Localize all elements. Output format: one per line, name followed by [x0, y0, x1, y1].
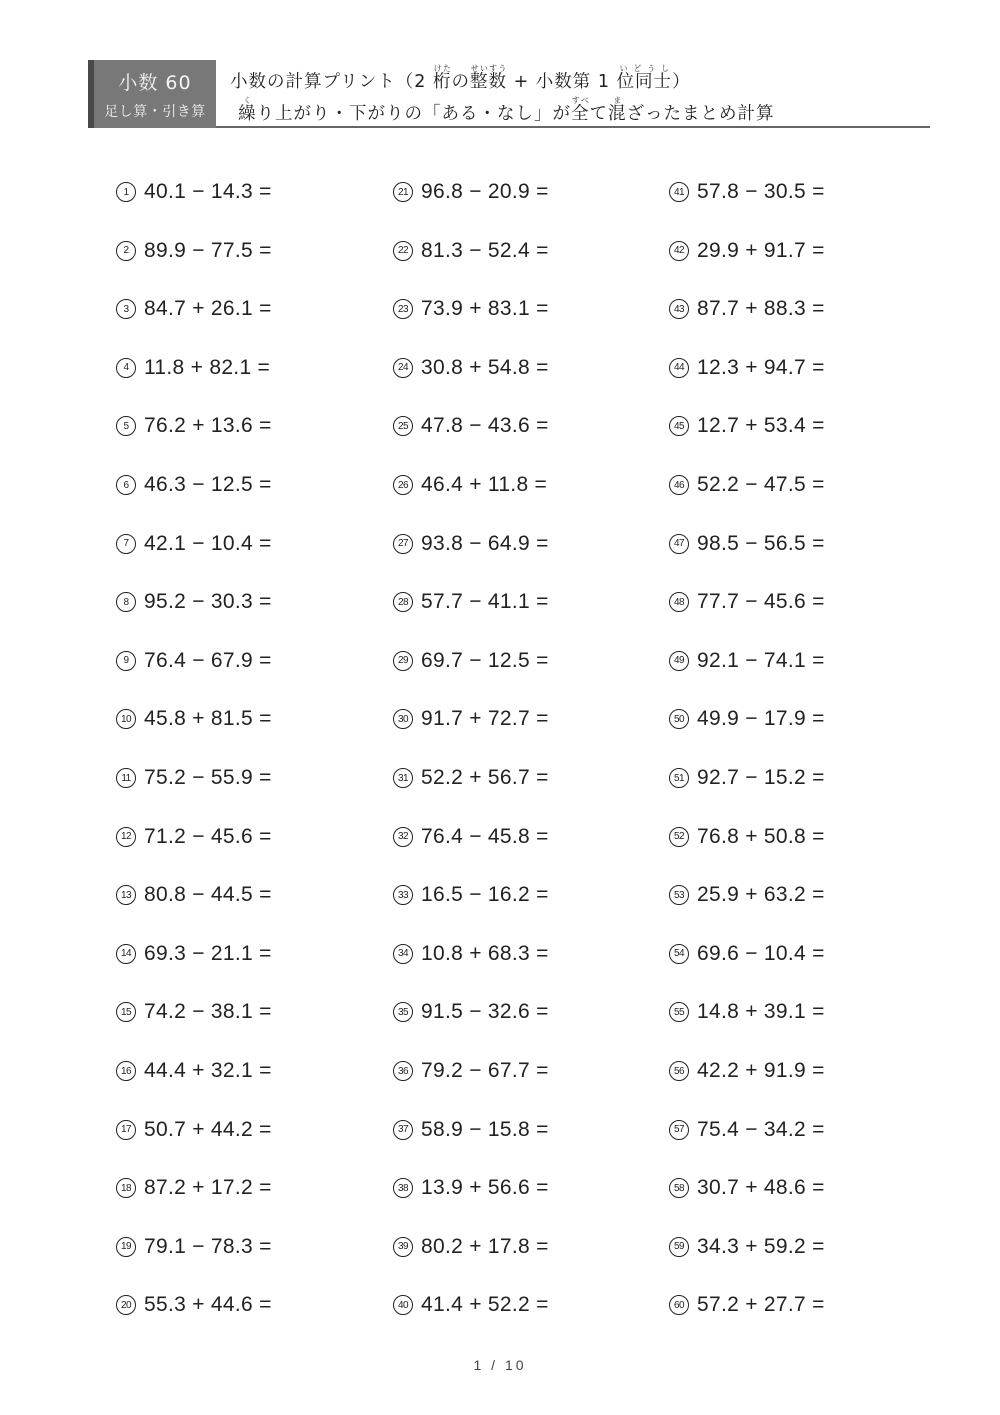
problem-item [669, 992, 825, 1032]
problem-number-badge: 9 [116, 651, 136, 671]
problem-item [116, 992, 272, 1032]
problem-expression: 47.8 − 43.6 = [421, 414, 549, 438]
problem-item [393, 406, 549, 446]
problem-item [393, 289, 549, 329]
problem-expression: 30.8 + 54.8 = [421, 355, 549, 379]
problem-item [116, 875, 272, 915]
problem-item [116, 1110, 272, 1150]
page-number: 1 / 10 [473, 1357, 527, 1373]
problem-expression: 69.3 − 21.1 = [144, 941, 272, 965]
problem-item [393, 348, 549, 388]
problem-number-badge: 6 [116, 475, 136, 495]
problem-item [393, 1227, 549, 1267]
problem-item [669, 524, 825, 564]
problem-expression: 11.8 + 82.1 = [144, 355, 271, 379]
problem-item [669, 934, 825, 974]
problem-number-badge: 2 [116, 241, 136, 261]
problem-item [116, 641, 272, 681]
problem-expression: 76.8 + 50.8 = [697, 824, 825, 848]
problem-expression: 71.2 − 45.6 = [144, 824, 272, 848]
problem-expression: 30.7 + 48.6 = [697, 1176, 825, 1200]
problem-number-badge: 34 [393, 944, 413, 964]
ruby-word: 全すべ [571, 96, 590, 124]
problem-expression: 76.4 − 45.8 = [421, 824, 549, 848]
problem-number-badge: 37 [393, 1120, 413, 1140]
title-text: の [451, 72, 470, 92]
problem-item [393, 934, 549, 974]
problem-expression: 42.2 + 91.9 = [697, 1059, 825, 1082]
problem-number-badge: 21 [393, 182, 413, 202]
problem-number-badge: 26 [393, 475, 413, 495]
badge-title: 小数 60 [118, 72, 192, 94]
problem-expression: 12.3 + 94.7 = [697, 355, 825, 379]
problem-expression: 55.3 + 44.6 = [144, 1293, 272, 1317]
problem-number-badge: 38 [393, 1178, 413, 1198]
title-text: ） [672, 72, 691, 92]
problem-number-badge: 48 [669, 592, 689, 612]
furigana: せいすう [470, 64, 507, 73]
problem-number-badge: 4 [116, 358, 136, 378]
problem-expression: 75.4 − 34.2 = [697, 1117, 825, 1141]
problem-expression: 13.9 + 56.6 = [421, 1176, 549, 1200]
title-text: + 小数第 1 [507, 72, 617, 92]
problem-item [116, 172, 272, 212]
problem-expression: 80.8 − 44.5 = [144, 883, 272, 907]
problem-expression: 42.1 − 10.4 = [144, 531, 272, 555]
problem-expression: 69.7 − 12.5 = [421, 648, 549, 672]
problem-number-badge: 3 [116, 299, 136, 319]
problem-item [116, 524, 272, 564]
problem-expression: 50.7 + 44.2 = [144, 1117, 272, 1141]
ruby-word: 位同士いどうし [616, 64, 673, 92]
problem-number-badge: 50 [669, 709, 689, 729]
problem-expression: 57.2 + 27.7 = [697, 1293, 825, 1317]
problem-item [116, 231, 272, 271]
problem-item [393, 524, 549, 564]
furigana: いどうし [616, 64, 673, 73]
problem-number-badge: 54 [669, 944, 689, 964]
problem-number-badge: 36 [393, 1061, 413, 1081]
problem-number-badge: 55 [669, 1002, 689, 1022]
problem-item [393, 172, 549, 212]
problem-item [393, 817, 549, 857]
problem-item [116, 1168, 272, 1208]
problem-expression: 14.8 + 39.1 = [697, 1000, 825, 1024]
problem-item [669, 406, 825, 446]
problem-item [393, 641, 549, 681]
problem-item [669, 465, 825, 505]
title-text: り上がり・下がりの「ある・なし」が [256, 104, 571, 124]
problem-item [669, 582, 825, 622]
furigana: く [238, 96, 257, 105]
problem-item [669, 1110, 825, 1150]
problem-item [669, 172, 825, 212]
problem-number-badge: 52 [669, 827, 689, 847]
problem-expression: 52.2 + 56.7 = [421, 766, 549, 789]
problem-item [393, 1168, 549, 1208]
problem-item [116, 465, 272, 505]
title-text: て [589, 104, 608, 124]
furigana: ま [608, 96, 627, 105]
problem-expression: 57.7 − 41.1 = [421, 590, 549, 614]
problem-item [669, 1168, 825, 1208]
problem-item [669, 231, 825, 271]
problem-item [116, 699, 272, 739]
problem-item [393, 758, 549, 798]
problem-expression: 69.6 − 10.4 = [697, 941, 825, 965]
problem-number-badge: 30 [393, 709, 413, 729]
furigana: けた [433, 64, 452, 73]
problem-expression: 46.4 + 11.8 = [421, 473, 548, 496]
problem-number-badge: 17 [116, 1120, 136, 1140]
problem-expression: 45.8 + 81.5 = [144, 707, 272, 731]
problem-number-badge: 31 [393, 768, 413, 788]
problem-number-badge: 47 [669, 534, 689, 554]
problem-expression: 57.8 − 30.5 = [697, 180, 825, 203]
problem-item [116, 289, 272, 329]
problem-number-badge: 19 [116, 1237, 136, 1257]
problem-expression: 87.7 + 88.3 = [697, 297, 825, 321]
ruby-word: 整数せいすう [470, 64, 507, 92]
problem-number-badge: 53 [669, 885, 689, 905]
problem-expression: 91.7 + 72.7 = [421, 707, 549, 731]
problem-number-badge: 32 [393, 827, 413, 847]
problem-expression: 73.9 + 83.1 = [421, 297, 549, 321]
problem-item [669, 817, 825, 857]
problem-expression: 76.4 − 67.9 = [144, 648, 272, 672]
problem-expression: 76.2 + 13.6 = [144, 414, 272, 438]
problem-expression: 10.8 + 68.3 = [421, 941, 549, 965]
problem-number-badge: 57 [669, 1120, 689, 1140]
problem-number-badge: 13 [116, 885, 136, 905]
problem-number-badge: 29 [393, 651, 413, 671]
problem-item [116, 406, 272, 446]
problem-expression: 34.3 + 59.2 = [697, 1234, 825, 1258]
problem-item [669, 699, 825, 739]
problem-number-badge: 20 [116, 1295, 136, 1315]
problem-number-badge: 45 [669, 416, 689, 436]
problem-number-badge: 15 [116, 1002, 136, 1022]
problem-item [116, 1285, 272, 1325]
ruby-word: 桁けた [433, 64, 452, 92]
problem-item [669, 1285, 825, 1325]
problem-number-badge: 33 [393, 885, 413, 905]
problem-item [393, 875, 549, 915]
problem-expression: 87.2 + 17.2 = [144, 1176, 272, 1200]
problem-expression: 98.5 − 56.5 = [697, 531, 825, 555]
problem-item [669, 875, 825, 915]
problem-expression: 77.7 − 45.6 = [697, 590, 825, 614]
problem-number-badge: 58 [669, 1178, 689, 1198]
problem-item [393, 992, 549, 1032]
ruby-word: 繰く [238, 96, 257, 124]
problem-item [669, 289, 825, 329]
problem-number-badge: 60 [669, 1295, 689, 1315]
problem-number-badge: 43 [669, 299, 689, 319]
problem-expression: 12.7 + 53.4 = [697, 414, 825, 438]
title-text: 小数の計算プリント（2 [230, 72, 433, 92]
problem-number-badge: 27 [393, 534, 413, 554]
problem-number-badge: 10 [116, 709, 136, 729]
problem-expression: 58.9 − 15.8 = [421, 1117, 549, 1141]
problem-number-badge: 35 [393, 1002, 413, 1022]
problem-expression: 79.1 − 78.3 = [144, 1234, 272, 1258]
problem-expression: 44.4 + 32.1 = [144, 1059, 272, 1082]
problem-number-badge: 44 [669, 358, 689, 378]
ruby-word: 混ま [608, 96, 627, 124]
problem-expression: 80.2 + 17.8 = [421, 1234, 549, 1258]
problem-number-badge: 42 [669, 241, 689, 261]
problem-number-badge: 1 [116, 182, 136, 202]
problem-number-badge: 25 [393, 416, 413, 436]
problem-number-badge: 8 [116, 592, 136, 612]
problem-expression: 81.3 − 52.4 = [421, 238, 549, 262]
problem-expression: 96.8 − 20.9 = [421, 180, 549, 203]
problem-item [393, 231, 549, 271]
furigana: すべ [571, 96, 590, 105]
problem-item [116, 817, 272, 857]
problem-expression: 46.3 − 12.5 = [144, 473, 272, 496]
problem-number-badge: 59 [669, 1237, 689, 1257]
problem-item [116, 1227, 272, 1267]
problem-expression: 40.1 − 14.3 = [144, 180, 272, 203]
badge-subtitle: 足し算・引き算 [104, 104, 206, 120]
problem-number-badge: 41 [669, 182, 689, 202]
problem-item [393, 582, 549, 622]
problem-expression: 16.5 − 16.2 = [421, 883, 549, 907]
problem-number-badge: 28 [393, 592, 413, 612]
problem-number-badge: 14 [116, 944, 136, 964]
problem-number-badge: 49 [669, 651, 689, 671]
problem-item [116, 348, 270, 388]
problem-expression: 49.9 − 17.9 = [697, 707, 825, 731]
problem-number-badge: 22 [393, 241, 413, 261]
problem-number-badge: 46 [669, 475, 689, 495]
problem-expression: 29.9 + 91.7 = [697, 238, 825, 262]
problem-number-badge: 51 [669, 768, 689, 788]
problem-number-badge: 12 [116, 827, 136, 847]
problem-number-badge: 24 [393, 358, 413, 378]
problem-number-badge: 39 [393, 1237, 413, 1257]
problem-item [393, 699, 549, 739]
problem-item [116, 934, 272, 974]
problem-expression: 74.2 − 38.1 = [144, 1000, 272, 1024]
title-text: ざったまとめ計算 [626, 104, 775, 124]
problem-item [669, 758, 825, 798]
problem-item [669, 348, 825, 388]
problem-expression: 93.8 − 64.9 = [421, 531, 549, 555]
problem-number-badge: 16 [116, 1061, 136, 1081]
problem-number-badge: 18 [116, 1178, 136, 1198]
problem-item [393, 465, 547, 505]
problem-expression: 92.1 − 74.1 = [697, 648, 825, 672]
problem-expression: 75.2 − 55.9 = [144, 766, 272, 789]
problem-number-badge: 56 [669, 1061, 689, 1081]
problem-expression: 95.2 − 30.3 = [144, 590, 272, 614]
problem-number-badge: 5 [116, 416, 136, 436]
problem-item [116, 758, 272, 798]
problem-expression: 52.2 − 47.5 = [697, 473, 825, 496]
problem-expression: 25.9 + 63.2 = [697, 883, 825, 907]
problem-number-badge: 11 [116, 768, 136, 788]
problem-number-badge: 23 [393, 299, 413, 319]
problem-expression: 79.2 − 67.7 = [421, 1059, 549, 1082]
problem-expression: 91.5 − 32.6 = [421, 1000, 549, 1024]
problem-item [669, 1227, 825, 1267]
problem-item [116, 1051, 272, 1091]
problem-number-badge: 40 [393, 1295, 413, 1315]
problem-item [393, 1285, 549, 1325]
problem-number-badge: 7 [116, 534, 136, 554]
problem-expression: 41.4 + 52.2 = [421, 1293, 549, 1317]
problem-item [393, 1110, 549, 1150]
problem-item [116, 582, 272, 622]
problem-item [669, 1051, 825, 1091]
problem-item [669, 641, 825, 681]
problem-expression: 89.9 − 77.5 = [144, 238, 272, 262]
problem-expression: 92.7 − 15.2 = [697, 766, 825, 789]
problem-expression: 84.7 + 26.1 = [144, 297, 272, 321]
problem-item [393, 1051, 549, 1091]
